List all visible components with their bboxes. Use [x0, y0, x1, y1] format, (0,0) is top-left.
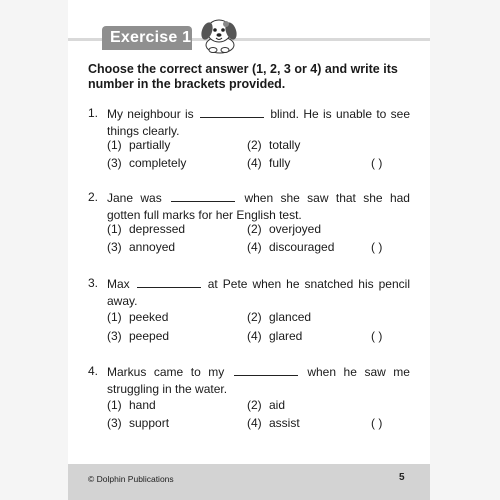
- option-3: (3) peeped: [107, 329, 170, 343]
- question-text: Markus came to my when he saw me struggling in the water.: [107, 365, 410, 396]
- option-3: (3) annoyed: [107, 240, 176, 254]
- option-4: (4) discouraged: [247, 240, 335, 254]
- question-number: 3.: [88, 276, 99, 290]
- option-1: (1) hand: [107, 398, 156, 412]
- option-2: (2) totally: [247, 138, 301, 152]
- exercise-title: Exercise 1: [110, 29, 192, 46]
- answer-brackets[interactable]: ( ): [371, 156, 383, 170]
- option-1: (1) peeked: [107, 310, 169, 324]
- option-2: (2) overjoyed: [247, 222, 322, 236]
- question-text: Jane was when she saw that she had gotten full marks for her English test.: [107, 191, 410, 222]
- option-4: (4) glared: [247, 329, 303, 343]
- instructions: Choose the correct answer (1, 2, 3 or 4) and write its number in the brackets provided.: [88, 62, 398, 91]
- answer-brackets[interactable]: ( ): [371, 329, 383, 343]
- option-2: (2) glanced: [247, 310, 312, 324]
- worksheet-page: [68, 0, 430, 500]
- question-number: 2.: [88, 190, 99, 204]
- answer-blank: [137, 277, 201, 288]
- answer-blank: [200, 107, 264, 118]
- question-number: 4.: [88, 364, 99, 378]
- option-1: (1) depressed: [107, 222, 186, 236]
- option-2: (2) aid: [247, 398, 286, 412]
- page-number: 5: [399, 472, 405, 483]
- question-text: My neighbour is blind. He is unable to see things clearly.: [107, 107, 410, 138]
- answer-blank: [234, 365, 298, 376]
- answer-blank: [171, 191, 235, 202]
- publisher-credit: © Dolphin Publications: [88, 474, 174, 484]
- answer-brackets[interactable]: ( ): [371, 416, 383, 430]
- question-text: Max at Pete when he snatched his pencil away.: [107, 277, 410, 308]
- question-number: 1.: [88, 106, 99, 120]
- option-3: (3) support: [107, 416, 170, 430]
- option-1: (1) partially: [107, 138, 171, 152]
- puppy-icon: [195, 14, 245, 54]
- option-4: (4) fully: [247, 156, 291, 170]
- answer-brackets[interactable]: ( ): [371, 240, 383, 254]
- option-3: (3) completely: [107, 156, 187, 170]
- option-4: (4) assist: [247, 416, 300, 430]
